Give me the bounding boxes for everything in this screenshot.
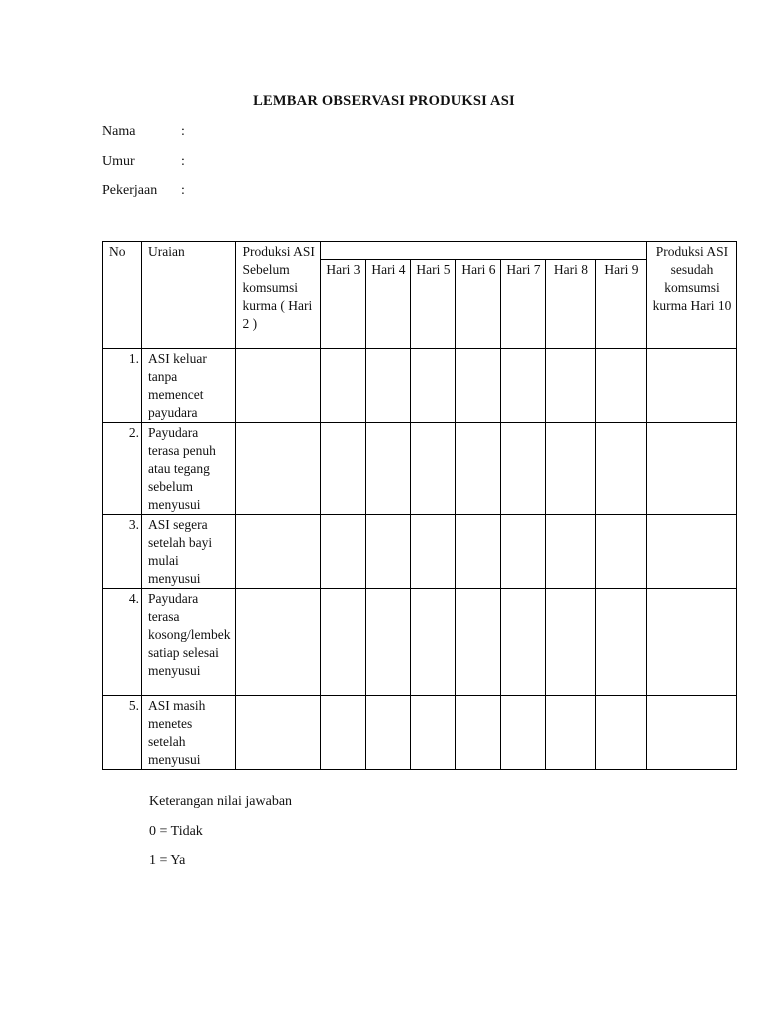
- cell-day-3[interactable]: [321, 515, 366, 589]
- table-header-row: [103, 242, 737, 260]
- row-uraian: Payudara terasa kosong/lembek satiap selesai menyusui: [142, 589, 236, 696]
- cell-after[interactable]: [647, 696, 737, 770]
- cell-day-8[interactable]: [546, 515, 596, 589]
- cell-day-4[interactable]: [366, 423, 411, 515]
- observation-table: [102, 241, 737, 770]
- answer-key-item: 0 = Tidak: [149, 823, 203, 839]
- cell-day-5[interactable]: [411, 349, 456, 423]
- field-umur-label: Umur: [102, 154, 135, 169]
- cell-day-5[interactable]: [411, 423, 456, 515]
- document-title: LEMBAR OBSERVASI PRODUKSI ASI: [253, 93, 515, 109]
- header-day-7: Hari 7: [501, 260, 546, 349]
- field-pekerjaan-label: Pekerjaan: [102, 183, 158, 198]
- cell-day-5[interactable]: [411, 589, 456, 696]
- cell-day-3[interactable]: [321, 423, 366, 515]
- cell-day-3[interactable]: [321, 349, 366, 423]
- row-number: 1.: [103, 349, 142, 423]
- cell-day-6[interactable]: [456, 349, 501, 423]
- field-nama-label: Nama: [102, 124, 136, 139]
- cell-after[interactable]: [647, 349, 737, 423]
- header-produksi-sesudah: Produksi ASI sesudah komsumsi kurma Hari 10: [647, 242, 737, 349]
- table-row: [103, 696, 737, 770]
- cell-day-9[interactable]: [596, 696, 647, 770]
- row-uraian: ASI masih menetes setelah menyusui: [142, 696, 236, 770]
- field-nama-separator: :: [181, 124, 185, 139]
- cell-day-4[interactable]: [366, 589, 411, 696]
- cell-day-3[interactable]: [321, 696, 366, 770]
- field-pekerjaan-separator: :: [181, 183, 185, 198]
- answer-key-heading: Keterangan nilai jawaban: [149, 794, 293, 809]
- cell-after[interactable]: [647, 515, 737, 589]
- answer-key-item: 1 = Ya: [149, 853, 186, 868]
- cell-day-9[interactable]: [596, 515, 647, 589]
- header-uraian: Uraian: [142, 242, 236, 349]
- cell-day-5[interactable]: [411, 696, 456, 770]
- cell-day-8[interactable]: [546, 589, 596, 696]
- cell-day-7[interactable]: [501, 696, 546, 770]
- cell-after[interactable]: [647, 423, 737, 515]
- cell-day-6[interactable]: [456, 423, 501, 515]
- cell-day-7[interactable]: [501, 349, 546, 423]
- header-no: No: [103, 242, 142, 349]
- cell-day-9[interactable]: [596, 423, 647, 515]
- cell-day-8[interactable]: [546, 423, 596, 515]
- header-day-3: Hari 3: [321, 260, 366, 349]
- cell-day-3[interactable]: [321, 589, 366, 696]
- cell-day-7[interactable]: [501, 589, 546, 696]
- row-uraian: Payudara terasa penuh atau tegang sebelum menyusui: [142, 423, 236, 515]
- row-number: 4.: [103, 589, 142, 696]
- row-uraian: ASI keluar tanpa memencet payudara: [142, 349, 236, 423]
- table-row: [103, 423, 737, 515]
- row-number: 2.: [103, 423, 142, 515]
- field-umur-separator: :: [181, 154, 185, 169]
- cell-before[interactable]: [236, 696, 321, 770]
- field-nama: [102, 123, 185, 141]
- cell-day-9[interactable]: [596, 349, 647, 423]
- cell-before[interactable]: [236, 423, 321, 515]
- table-row: [103, 515, 737, 589]
- header-day-5: Hari 5: [411, 260, 456, 349]
- cell-after[interactable]: [647, 589, 737, 696]
- table-row: [103, 349, 737, 423]
- header-days-group: [321, 242, 647, 260]
- cell-before[interactable]: [236, 515, 321, 589]
- cell-day-9[interactable]: [596, 589, 647, 696]
- cell-day-4[interactable]: [366, 696, 411, 770]
- cell-day-7[interactable]: [501, 515, 546, 589]
- cell-day-7[interactable]: [501, 423, 546, 515]
- table-row: [103, 589, 737, 696]
- row-number: 3.: [103, 515, 142, 589]
- answer-key: [149, 793, 292, 882]
- cell-before[interactable]: [236, 349, 321, 423]
- header-day-8: Hari 8: [546, 260, 596, 349]
- cell-day-4[interactable]: [366, 515, 411, 589]
- header-day-9: Hari 9: [596, 260, 647, 349]
- header-day-4: Hari 4: [366, 260, 411, 349]
- cell-before[interactable]: [236, 589, 321, 696]
- cell-day-6[interactable]: [456, 589, 501, 696]
- field-umur: [102, 153, 185, 171]
- cell-day-6[interactable]: [456, 515, 501, 589]
- cell-day-8[interactable]: [546, 349, 596, 423]
- header-day-6: Hari 6: [456, 260, 501, 349]
- row-uraian: ASI segera setelah bayi mulai menyusui: [142, 515, 236, 589]
- cell-day-4[interactable]: [366, 349, 411, 423]
- header-produksi-sebelum: Produksi ASI Sebelum komsumsi kurma ( Hari 2 ): [236, 242, 321, 349]
- row-number: 5.: [103, 696, 142, 770]
- cell-day-6[interactable]: [456, 696, 501, 770]
- cell-day-8[interactable]: [546, 696, 596, 770]
- cell-day-5[interactable]: [411, 515, 456, 589]
- field-pekerjaan: [102, 182, 185, 200]
